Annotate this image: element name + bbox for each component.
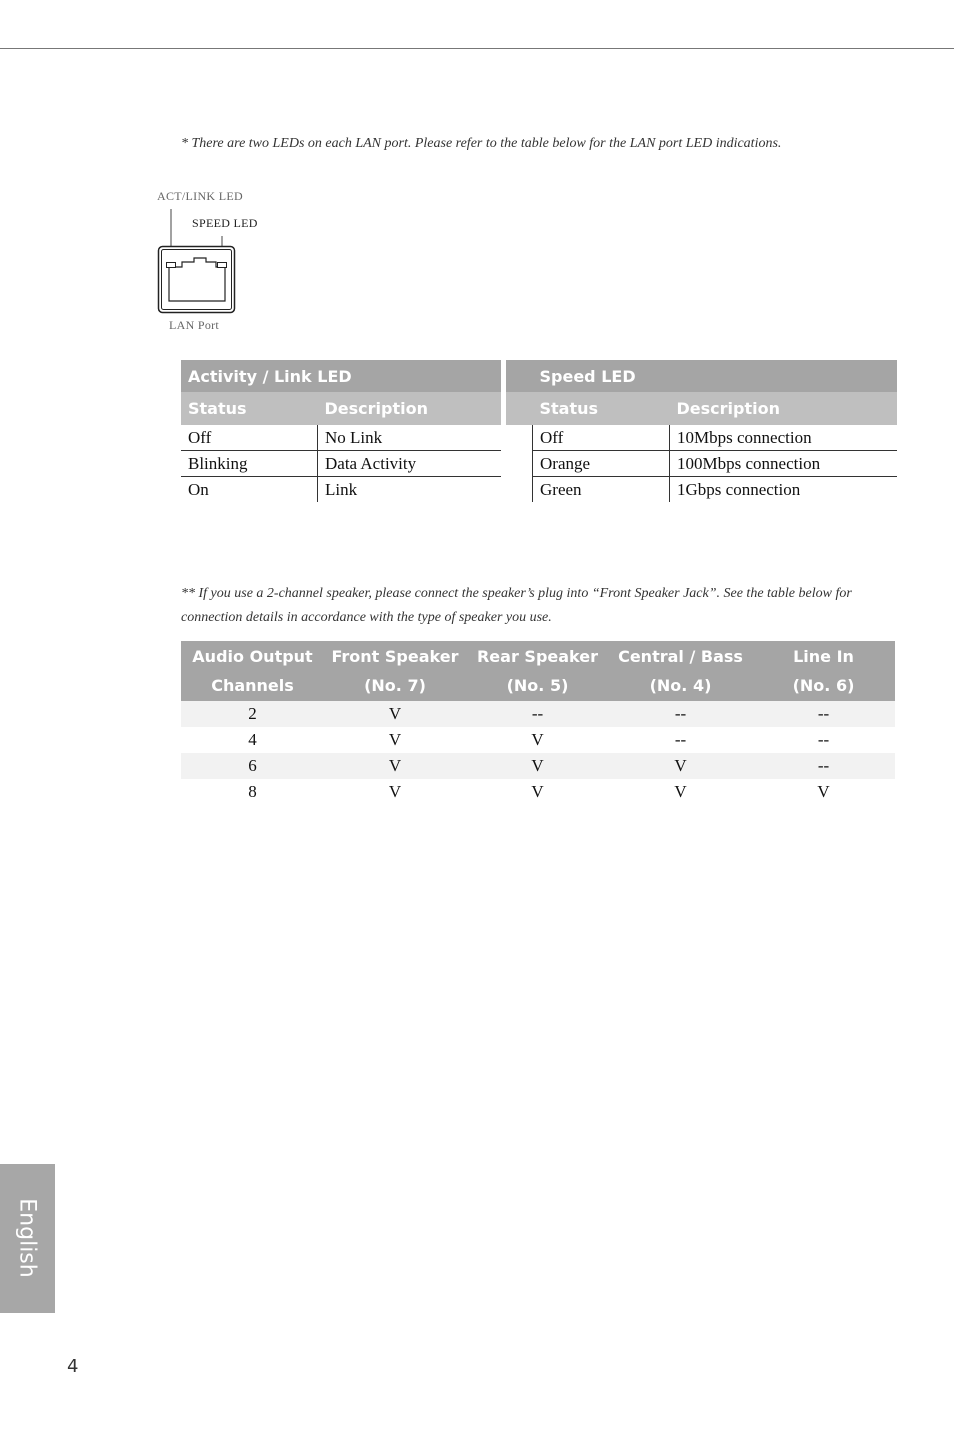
speed-row-spacer bbox=[506, 451, 533, 477]
table-row bbox=[506, 425, 897, 451]
audio-cell: 6 bbox=[181, 753, 324, 779]
table-row bbox=[181, 779, 895, 805]
audio-cell: 4 bbox=[248, 730, 257, 749]
audio-cell: V bbox=[324, 753, 466, 779]
audio-header-central-bass bbox=[609, 641, 752, 701]
table-row bbox=[181, 477, 501, 503]
speed-status: Orange bbox=[533, 451, 670, 477]
speed-table-title: Speed LED bbox=[533, 360, 898, 392]
speed-status: Off bbox=[533, 425, 670, 451]
speed-status: Green bbox=[533, 477, 670, 503]
audio-cell: -- bbox=[817, 730, 830, 749]
activity-col-status: Status bbox=[181, 392, 318, 425]
speed-description: 10Mbps connection bbox=[670, 425, 898, 451]
audio-cell: -- bbox=[674, 730, 687, 749]
top-rule bbox=[0, 48, 954, 49]
audio-cell: V bbox=[531, 730, 544, 749]
lan-led-note: * There are two LEDs on each LAN port. Please refer to the table below for the LAN port LED indications. bbox=[181, 136, 782, 151]
activity-status: Blinking bbox=[181, 451, 318, 477]
speed-table-spacer bbox=[506, 360, 533, 392]
audio-cell: V bbox=[531, 782, 544, 801]
audio-cell: 2 bbox=[181, 701, 324, 727]
audio-channel-note: ** If you use a 2-channel speaker, please connect the speaker’s plug into “Front Speaker Jack”. See the table below for connection details in accordance with the type of speaker you use. bbox=[181, 586, 852, 625]
speed-row-spacer bbox=[506, 425, 533, 451]
audio-cell: -- bbox=[752, 701, 895, 727]
audio-cell: V bbox=[609, 753, 752, 779]
speed-led-label: SPEED LED bbox=[192, 216, 258, 230]
audio-cell: V bbox=[324, 701, 466, 727]
header-line: Rear Speaker bbox=[476, 647, 598, 666]
activity-link-led-table bbox=[181, 360, 501, 502]
audio-output-table bbox=[181, 641, 895, 805]
activity-status: Off bbox=[181, 425, 318, 451]
act-link-led-label: ACT/LINK LED bbox=[157, 189, 243, 203]
audio-header-rear bbox=[466, 641, 609, 701]
header-line: Audio Output bbox=[192, 647, 313, 666]
activity-col-description: Description bbox=[318, 392, 502, 425]
header-line: (No. 7) bbox=[364, 676, 426, 695]
table-row bbox=[181, 451, 501, 477]
audio-cell: V bbox=[388, 782, 402, 801]
header-line: (No. 6) bbox=[792, 676, 855, 695]
activity-description: Link bbox=[325, 479, 358, 499]
activity-table-title: Activity / Link LED bbox=[181, 360, 501, 392]
speed-col-status: Status bbox=[533, 392, 670, 425]
table-row bbox=[506, 451, 897, 477]
table-row bbox=[181, 425, 501, 451]
audio-header-line-in bbox=[752, 641, 895, 701]
header-line: Central / Bass bbox=[618, 647, 743, 666]
activity-status: On bbox=[181, 477, 318, 503]
lan-port-icon bbox=[150, 205, 250, 317]
activity-description: Data Activity bbox=[318, 451, 502, 477]
speed-description: 1Gbps connection bbox=[677, 479, 801, 499]
audio-cell: -- bbox=[752, 753, 895, 779]
audio-cell: V bbox=[674, 782, 687, 801]
header-line: Line In bbox=[793, 647, 854, 666]
audio-header-front bbox=[324, 641, 466, 701]
audio-cell: V bbox=[466, 753, 609, 779]
audio-header-channels bbox=[181, 641, 324, 701]
speed-col-description: Description bbox=[670, 392, 898, 425]
table-row bbox=[181, 727, 895, 753]
speed-description: 100Mbps connection bbox=[670, 451, 898, 477]
audio-cell: V bbox=[817, 782, 830, 801]
header-line: Front Speaker bbox=[331, 647, 459, 666]
speed-table-spacer bbox=[506, 392, 533, 425]
audio-cell: -- bbox=[609, 701, 752, 727]
language-side-tab bbox=[0, 1164, 55, 1313]
speed-row-spacer bbox=[506, 477, 533, 503]
table-row bbox=[181, 701, 895, 727]
language-label: English bbox=[14, 1198, 40, 1278]
lan-port-label: LAN Port bbox=[169, 318, 220, 332]
header-line: (No. 5) bbox=[506, 676, 569, 695]
header-line: (No. 4) bbox=[649, 676, 712, 695]
audio-cell: V bbox=[388, 730, 402, 749]
activity-description: No Link bbox=[318, 425, 502, 451]
speed-led-table bbox=[506, 360, 897, 502]
page-number: 4 bbox=[67, 1356, 79, 1377]
audio-cell: -- bbox=[466, 701, 609, 727]
table-row bbox=[181, 753, 895, 779]
table-row bbox=[506, 477, 897, 503]
header-line: Channels bbox=[211, 676, 294, 695]
audio-cell: 8 bbox=[248, 782, 257, 801]
